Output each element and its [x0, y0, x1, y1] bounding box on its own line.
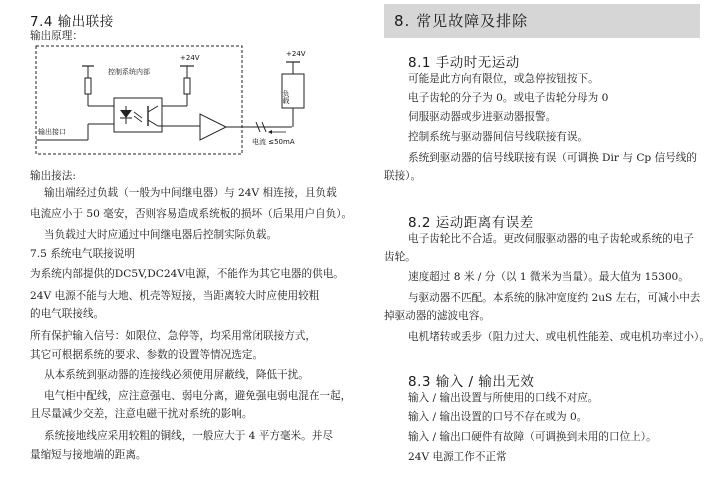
s83-line-2: 输入 / 输出口硬件有故障（可调换到未用的口位上）。 [408, 431, 657, 443]
s81-line-5: 联接）。 [384, 170, 422, 182]
current-limit-label: 电流 ≤50mA [252, 138, 295, 146]
output-circuit-diagram [30, 44, 360, 162]
resistor-left [85, 78, 91, 94]
section-title-8-1: 8.1 手动时无运动 [408, 55, 520, 71]
controller-inner-label: 控制系统内部 [108, 68, 150, 76]
subsection-7-5: 7.5 系统电气联接说明 [30, 248, 135, 260]
s81-line-4: 系统到驱动器的信号线联接有误（可调换 Dir 与 Cp 信号线的 [408, 152, 697, 164]
s82-line-1: 齿轮。 [384, 251, 416, 263]
circuit-svg [30, 44, 360, 162]
para7-line2: 且尽量减少交差，注意电磁干扰对系统的影响。 [30, 408, 253, 420]
para5-line1: 所有保护输入信号：如限位、急停等，均采用常闭联接方式， [30, 330, 317, 342]
para6: 从本系统到驱动器的连接线必须使用屏蔽线，降低干扰。 [44, 369, 309, 381]
v24-inner-label: +24V [180, 54, 200, 62]
section-title-8-3: 8.3 输入 / 输出无效 [408, 374, 535, 390]
s82-line-4: 掉驱动器的滤波电容。 [384, 310, 490, 322]
output-principle-label: 输出原理： [30, 30, 83, 42]
para1-line2: 电流应小于 50 毫安，否则容易造成系统板的损坏（后果用户自负）。 [30, 208, 353, 220]
s83-line-0: 输入 / 输出设置与所使用的口线不对应。 [408, 392, 599, 404]
s83-line-3: 24V 电源工作不正常 [408, 451, 507, 463]
output-connect-label: 输出接法: [30, 170, 76, 182]
para4-line1: 24V 电源不能与大地、机壳等短接，当距离较大时应使用较粗 [30, 290, 320, 302]
s82-line-2: 速度超过 8 米 / 分（以 1 微米为当量）。最大值为 15300。 [408, 271, 689, 283]
load-label: 负载 [282, 90, 290, 104]
para5-line2: 其它可根据系统的要求、参数的设置等情况选定。 [30, 349, 264, 361]
section-title-8-2: 8.2 运动距离有误差 [408, 215, 534, 231]
s81-line-2: 伺服驱动器或步进驱动器报警。 [408, 111, 557, 123]
para8-line2: 量缩短与接地端的距离。 [30, 449, 147, 461]
s81-line-0: 可能是此方向有限位，或急停按钮按下。 [408, 73, 599, 85]
para1-line1: 输出端经过负载（一般为中间继电器）与 24V 相连接，且负载 [44, 187, 337, 199]
amplifier-symbol [200, 114, 226, 140]
para3: 为系统内部提供的DC5V,DC24V电源，不能作为其它电器的供电。 [30, 268, 344, 280]
para7-line1: 电气柜中配线，应注意强电、弱电分离，避免强电弱电混在一起， [44, 390, 352, 402]
s81-line-1: 电子齿轮的分子为 0。或电子齿轮分母为 0 [408, 92, 609, 104]
s82-line-5: 电机堵转或丢步（阻力过大、或电机性能差、或电机功率过小）。 [408, 331, 710, 343]
s82-line-3: 与驱动器不匹配。本系统的脉冲宽度约 2uS 左右，可减小中去 [408, 292, 701, 304]
chapter-title: 8. 常见故障及排除 [394, 12, 529, 30]
chapter-header-bar [384, 4, 700, 38]
para8-line1: 系统接地线应采用较粗的铜线，一般应大于 4 平方毫米。并尽 [44, 430, 333, 442]
resistor-right [184, 78, 190, 94]
s82-line-0: 电子齿轮比不合适。更改伺服驱动器的电子齿轮或系统的电子 [408, 233, 695, 245]
s81-line-3: 控制系统与驱动器间信号线联接有误。 [408, 131, 589, 143]
para2: 当负载过大时应通过中间继电器后控制实际负载。 [44, 229, 278, 241]
v24-load-label: +24V [286, 50, 306, 58]
s83-line-1: 输入 / 输出设置的口号不存在或为 0。 [408, 411, 588, 423]
para4-line2: 的电气联接线。 [30, 308, 105, 320]
output-interface-label: 输出接口 [38, 128, 66, 136]
section-title-7-4: 7.4 输出联接 [30, 14, 114, 30]
